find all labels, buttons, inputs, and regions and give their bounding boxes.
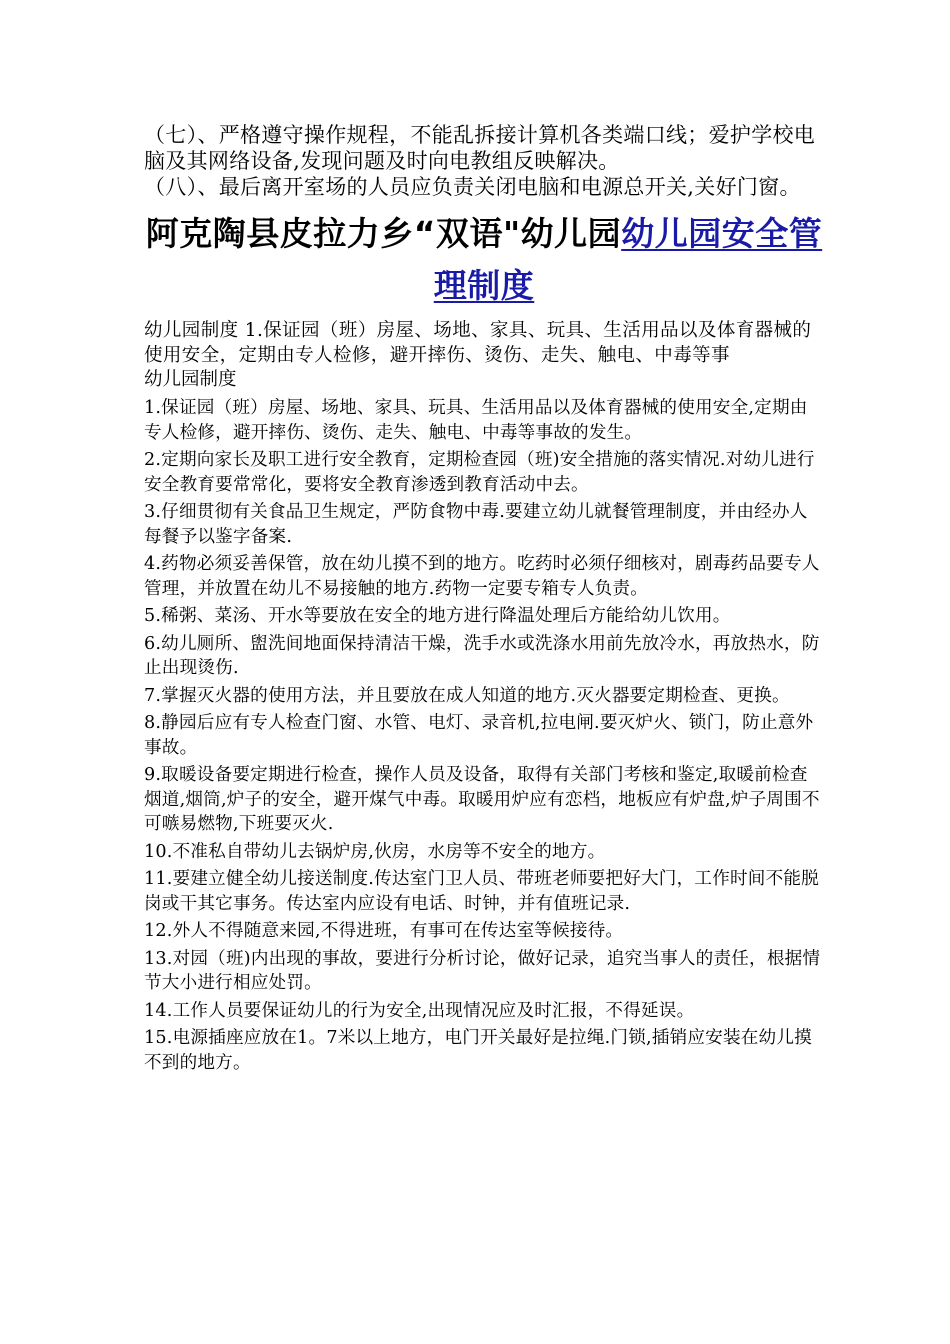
rule-item: 15.电源插座应放在1。7米以上地方，电门开关最好是拉绳.门锁,插销应安装在幼儿摸不到的地方。 xyxy=(144,1028,812,1073)
rule-item: 8.静园后应有专人检查门窗、水管、电灯、录音机,拉电闸.要灭炉火、锁门，防止意外事故。 xyxy=(144,713,814,758)
title-link[interactable]: 幼儿园安全管理制度 xyxy=(433,214,823,305)
rules-list xyxy=(144,396,824,1075)
summary-paragraph: 幼儿园制度 1.保证园（班）房屋、场地、家具、玩具、生活用品以及体育器械的使用安全，定期由专人检修，避开摔伤、烫伤、走失、触电、中毒等事 xyxy=(144,320,812,366)
rule-item: 11.要建立健全幼儿接送制度.传达室门卫人员、带班老师要把好大门，工作时间不能脱岗或干其它事务。传达室内应设有电话、时钟，并有值班记录. xyxy=(144,869,819,914)
title-plain: 阿克陶县皮拉力乡“双语"幼儿园 xyxy=(145,214,622,253)
rule-item: 5.稀粥、菜汤、开水等要放在安全的地方进行降温处理后方能给幼儿饮用。 xyxy=(144,606,731,626)
rule-item: 3.仔细贯彻有关食品卫生规定，严防食物中毒.要建立幼儿就餐管理制度，并由经办人每餐予以鉴字备案. xyxy=(144,502,808,547)
rule-item: 4.药物必须妥善保管，放在幼儿摸不到的地方。吃药时必须仔细核对，剧毒药品要专人管理，并放置在幼儿不易接触的地方.药物一定要专箱专人负责。 xyxy=(144,554,820,599)
rule-item: 10.不准私自带幼儿去锅炉房,伙房，水房等不安全的地方。 xyxy=(144,841,606,862)
document-title xyxy=(144,208,824,312)
rule-item: 14.工作人员要保证幼儿的行为安全,出现情况应及时汇报，不得延误。 xyxy=(144,1000,695,1021)
intro-paragraph-8: （八）、最后离开室场的人员应负责关闭电脑和电源总开关,关好门窗。 xyxy=(144,175,801,199)
rule-item: 7.掌握灭火器的使用方法，并且要放在成人知道的地方.灭火器要定期检查、更换。 xyxy=(144,685,790,706)
rule-item: 2.定期向家长及职工进行安全教育，定期检查园（班)安全措施的落实情况.对幼儿进行安全教育要常常化，要将安全教育渗透到教育活动中去。 xyxy=(144,450,815,495)
rule-item: 6.幼儿厕所、盥洗间地面保持清洁干燥，洗手水或洗涤水用前先放冷水，再放热水，防止出现烫伤. xyxy=(144,633,820,678)
rule-item: 1.保证园（班）房屋、场地、家具、玩具、生活用品以及体育器械的使用安全,定期由专人检修，避开摔伤、烫伤、走失、触电、中毒等事故的发生。 xyxy=(144,398,808,443)
intro-paragraph-7: （七）、严格遵守操作规程，不能乱拆接计算机各类端口线；爱护学校电脑及其网络设备,发现问题及时向电教组反映解决。 xyxy=(144,123,816,173)
document-page xyxy=(144,122,824,1078)
intro-section xyxy=(144,122,824,200)
rule-item: 12.外人不得随意来园,不得进班，有事可在传达室等候接待。 xyxy=(144,921,624,941)
section-subheading: 幼儿园制度 xyxy=(144,369,237,390)
rule-item: 13.对园（班)内出现的事故，要进行分析讨论，做好记录，追究当事人的责任，根据情节大小进行相应处罚。 xyxy=(144,948,821,993)
rule-item: 9.取暖设备要定期进行检查，操作人员及设备，取得有关部门考核和鉴定,取暖前检查烟道,烟筒,炉子的安全，避开煤气中毒。取暖用炉应有恋档，地板应有炉盘,炉子周围不可嗾易燃物,下班要灭火. xyxy=(144,765,820,834)
